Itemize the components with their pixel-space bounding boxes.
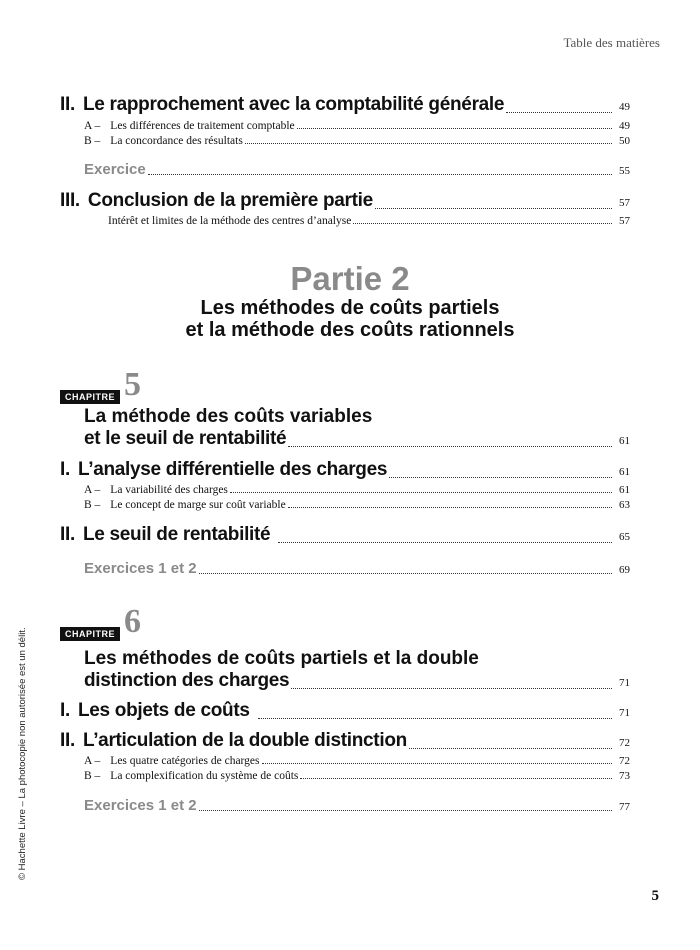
page-ref: 50: [619, 135, 630, 147]
page-ref: 72: [619, 737, 630, 749]
toc-entry-section[interactable]: [60, 94, 630, 116]
subsection-letter: A –: [84, 484, 101, 496]
page-ref: 63: [619, 499, 630, 511]
subsection-title: Intérêt et limites de la méthode des centres d’analyse: [108, 215, 352, 227]
dot-leader: [506, 112, 612, 113]
page-ref: 72: [619, 755, 630, 767]
chapter-title-line1: La méthode des coûts variables: [84, 406, 373, 427]
dot-leader: [278, 542, 612, 543]
dot-leader: [288, 446, 612, 447]
toc-entry-chapter[interactable]: [84, 670, 630, 692]
page-ref: 61: [619, 435, 630, 447]
chapter-number: 5: [124, 366, 141, 403]
page-ref: 71: [619, 677, 630, 689]
subsection-letter: B –: [84, 770, 101, 782]
page-ref: 61: [619, 484, 630, 496]
section-title: Le seuil de rentabilité: [82, 524, 271, 545]
dot-leader: [375, 208, 612, 209]
copyright-notice: © Hachette Livre – La photocopie non autorisée est un délit.: [17, 627, 28, 880]
subsection-title: Le concept de marge sur coût variable: [110, 499, 286, 511]
toc-entry-subsection[interactable]: [84, 499, 630, 511]
section-number: III.: [60, 190, 80, 211]
toc-entry-chapter[interactable]: [84, 428, 630, 450]
section-title: Le rapprochement avec la comptabilité générale: [82, 94, 505, 115]
toc-entry-exercise[interactable]: [84, 797, 630, 814]
subsection-letter: B –: [84, 499, 101, 511]
section-title: Les objets de coûts: [77, 700, 250, 721]
part-title: Partie 2: [290, 260, 410, 297]
exercise-title: Exercices 1 et 2: [84, 797, 197, 814]
dot-leader: [258, 718, 612, 719]
section-number: II.: [60, 524, 75, 545]
section-number: II.: [60, 94, 75, 115]
dot-leader: [297, 128, 612, 129]
chapter-badge: CHAPITRE: [60, 627, 120, 641]
page-ref: 57: [619, 197, 630, 209]
section-number: I.: [60, 459, 70, 480]
toc-entry-exercise[interactable]: [84, 161, 630, 178]
dot-leader: [230, 492, 612, 493]
dot-leader: [245, 143, 612, 144]
toc-entry-subsection[interactable]: [108, 215, 630, 227]
subsection-title: La complexification du système de coûts: [110, 770, 299, 782]
part-subtitle-line1: Les méthodes de coûts partiels: [200, 297, 500, 319]
page-ref: 49: [619, 120, 630, 132]
section-number: II.: [60, 730, 75, 751]
dot-leader: [288, 507, 612, 508]
chapter-title-line2: distinction des charges: [84, 670, 290, 691]
dot-leader: [199, 810, 612, 811]
chapter-number: 6: [124, 603, 141, 640]
part-subtitle-line2: et la méthode des coûts rationnels: [185, 319, 515, 341]
page-number: 5: [651, 888, 659, 904]
page-ref: 55: [619, 165, 630, 177]
toc-entry-subsection[interactable]: [84, 484, 630, 496]
page-ref: 57: [619, 215, 630, 227]
subsection-title: La concordance des résultats: [110, 135, 243, 147]
subsection-title: La variabilité des charges: [110, 484, 228, 496]
chapter-title-line2: et le seuil de rentabilité: [84, 428, 287, 449]
dot-leader: [262, 763, 612, 764]
toc-entry-section[interactable]: [60, 459, 630, 481]
section-title: L’articulation de la double distinction: [82, 730, 407, 751]
running-header: Table des matières: [563, 35, 660, 50]
subsection-letter: A –: [84, 755, 101, 767]
section-number: I.: [60, 700, 70, 721]
section-title: L’analyse différentielle des charges: [77, 459, 388, 480]
subsection-letter: B –: [84, 135, 101, 147]
exercise-title: Exercices 1 et 2: [84, 560, 197, 577]
dot-leader: [389, 477, 612, 478]
toc-entry-section[interactable]: [60, 524, 630, 546]
subsection-title: Les quatre catégories de charges: [110, 755, 260, 767]
page-ref: 69: [619, 564, 630, 576]
dot-leader: [353, 223, 612, 224]
toc-entry-section[interactable]: [60, 700, 630, 722]
toc-entry-subsection[interactable]: [84, 135, 630, 147]
dot-leader: [291, 688, 612, 689]
section-title: Conclusion de la première partie: [87, 190, 373, 211]
page-ref: 49: [619, 101, 630, 113]
page-ref: 61: [619, 466, 630, 478]
subsection-title: Les différences de traitement comptable: [110, 120, 295, 132]
toc-entry-subsection[interactable]: [84, 755, 630, 767]
dot-leader: [300, 778, 612, 779]
exercise-title: Exercice: [84, 161, 146, 178]
chapter-title-line1: Les méthodes de coûts partiels et la double: [84, 648, 479, 669]
page-ref: 77: [619, 801, 630, 813]
dot-leader: [148, 174, 612, 175]
chapter-badge: CHAPITRE: [60, 390, 120, 404]
page-ref: 73: [619, 770, 630, 782]
toc-entry-subsection[interactable]: [84, 770, 630, 782]
dot-leader: [409, 748, 612, 749]
toc-entry-section[interactable]: [60, 190, 630, 212]
toc-entry-exercise[interactable]: [84, 560, 630, 577]
toc-entry-section[interactable]: [60, 730, 630, 752]
page-ref: 65: [619, 531, 630, 543]
toc-entry-subsection[interactable]: [84, 120, 630, 132]
dot-leader: [199, 573, 612, 574]
subsection-letter: A –: [84, 120, 101, 132]
page-ref: 71: [619, 707, 630, 719]
